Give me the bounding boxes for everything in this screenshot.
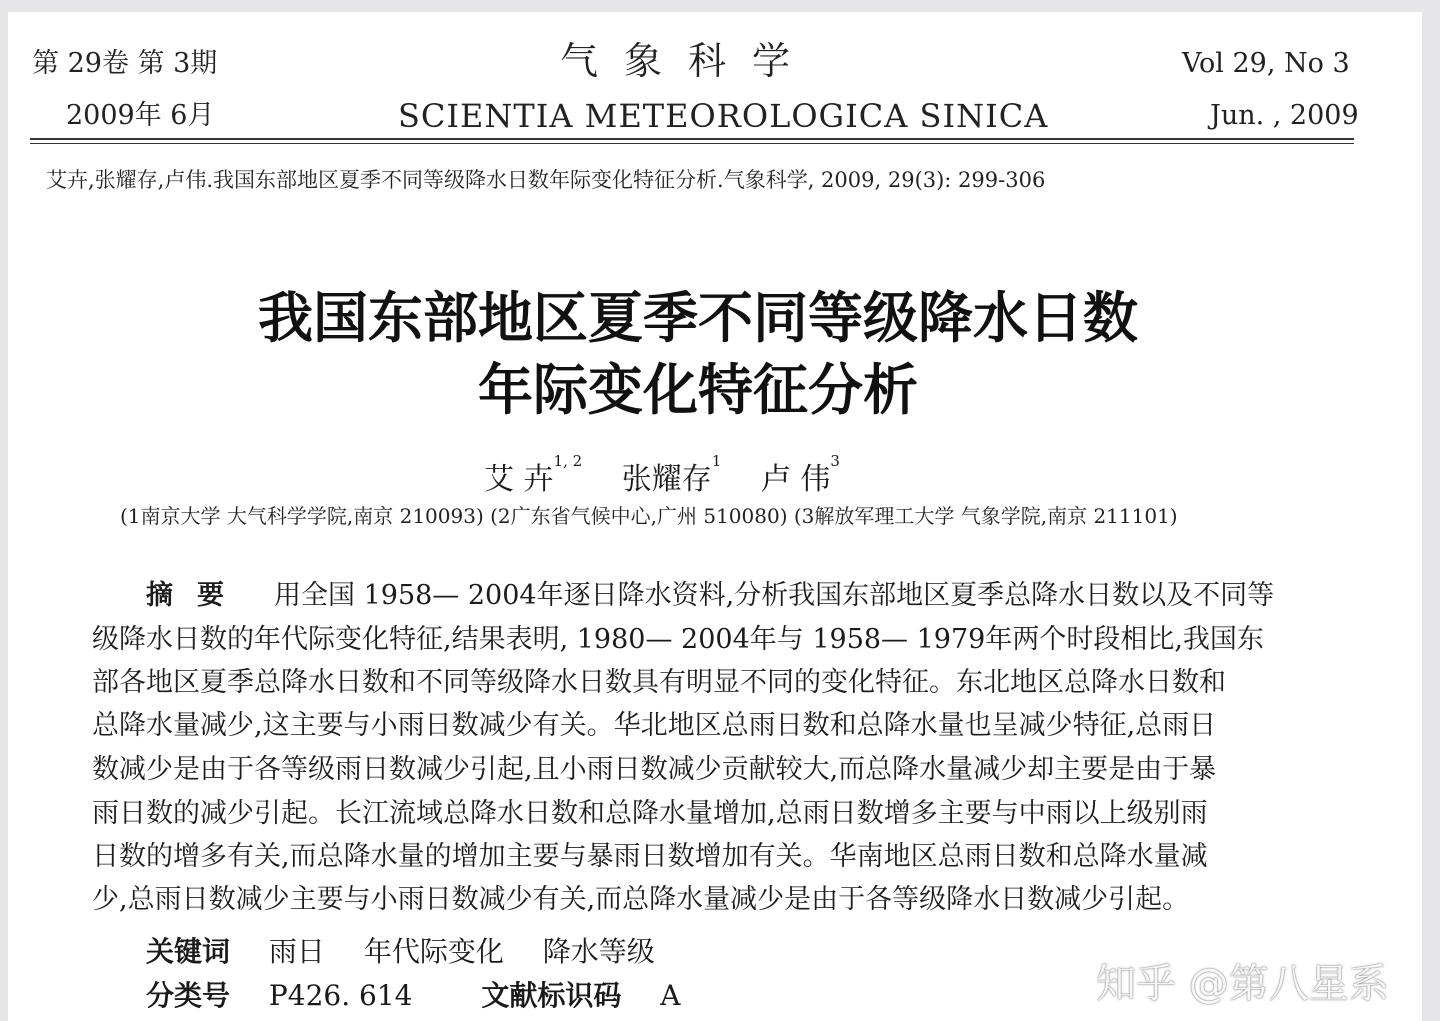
author-2: [621, 452, 722, 497]
document-code-value: A: [660, 979, 681, 1012]
watermark: 知乎 @第八星系: [1096, 961, 1389, 1007]
abstract-line: 雨日数的减少引起。长江流域总降水日数和总降水量增加,总雨日数增多主要与中雨以上级别雨: [92, 798, 1208, 829]
paper-page: [8, 12, 1422, 1021]
abstract-line: 日数的增多有关,而总降水量的增加主要与暴雨日数增加有关。华南地区总雨日数和总降水量减: [92, 841, 1208, 872]
abstract-label: 摘要: [146, 580, 248, 611]
keywords-line: [146, 930, 655, 970]
classification-value: P426. 614: [268, 979, 413, 1012]
header-date-en: Jun. , 2009: [1210, 100, 1359, 131]
document-code-label: 文献标识码: [481, 979, 622, 1012]
author-affiliation-mark: 3: [830, 452, 840, 470]
author-name: 卢 伟: [760, 462, 831, 497]
author-3: [760, 452, 840, 497]
classification-label: 分类号: [146, 979, 231, 1012]
keyword: 雨日: [268, 935, 325, 968]
abstract-text: 用全国 1958— 2004年逐日降水资料,分析我国东部地区夏季总降水日数以及不同等: [274, 580, 1275, 611]
classification-line: [146, 974, 681, 1014]
author-name: 张耀存: [621, 462, 712, 497]
author-affiliation-mark: 1: [711, 452, 722, 470]
author-name: 艾 卉: [484, 462, 554, 497]
paper-title-line-2: 年际变化特征分析: [477, 358, 918, 422]
paper-title-line-1: 我国东部地区夏季不同等级降水日数: [257, 286, 1138, 350]
abstract-line: 部各地区夏季总降水日数和不同等级降水日数具有明显不同的变化特征。东北地区总降水日数和: [92, 667, 1226, 698]
author-affiliation-mark: 1, 2: [553, 452, 583, 470]
affiliations: (1南京大学 大气科学学院,南京 210093) (2广东省气候中心,广州 510080) (3解放军理工大学 气象学院,南京 211101): [120, 504, 1178, 528]
keyword: 降水等级: [542, 935, 655, 968]
header-volume-issue-cn: 第 29卷 第 3期: [32, 48, 218, 79]
header-rule: [30, 138, 1354, 140]
abstract-line: 数减少是由于各等级雨日数减少引起,且小雨日数减少贡献较大,而总降水量减少却主要是由于暴: [92, 754, 1217, 785]
header-rule-thin: [30, 143, 1354, 144]
keywords-label: 关键词: [146, 935, 231, 968]
journal-name-cn: 气象科学: [560, 39, 817, 83]
abstract-line: 少,总雨日数减少主要与小雨日数减少有关,而总降水量减少是由于各等级降水日数减少引起。: [92, 884, 1190, 915]
abstract-line: 级降水日数的年代际变化特征,结果表明, 1980— 2004年与 1958— 1979年两个时段相比,我国东: [92, 624, 1264, 655]
keyword: 年代际变化: [363, 935, 504, 968]
header-date-cn: 2009年 6月: [66, 100, 215, 131]
header-volume-issue-en: Vol 29, No 3: [1182, 48, 1350, 79]
journal-name-en: SCIENTIA METEOROLOGICA SINICA: [398, 97, 1049, 135]
citation-line: 艾卉,张耀存,卢伟.我国东部地区夏季不同等级降水日数年际变化特征分析.气象科学, 2009, 29(3): 299-306: [46, 168, 1046, 192]
abstract-line: 总降水量减少,这主要与小雨日数减少有关。华北地区总雨日数和总降水量也呈减少特征,总雨日: [92, 710, 1217, 741]
abstract-line: [146, 582, 1274, 609]
author-1: [484, 452, 583, 497]
author-list: [484, 454, 870, 498]
